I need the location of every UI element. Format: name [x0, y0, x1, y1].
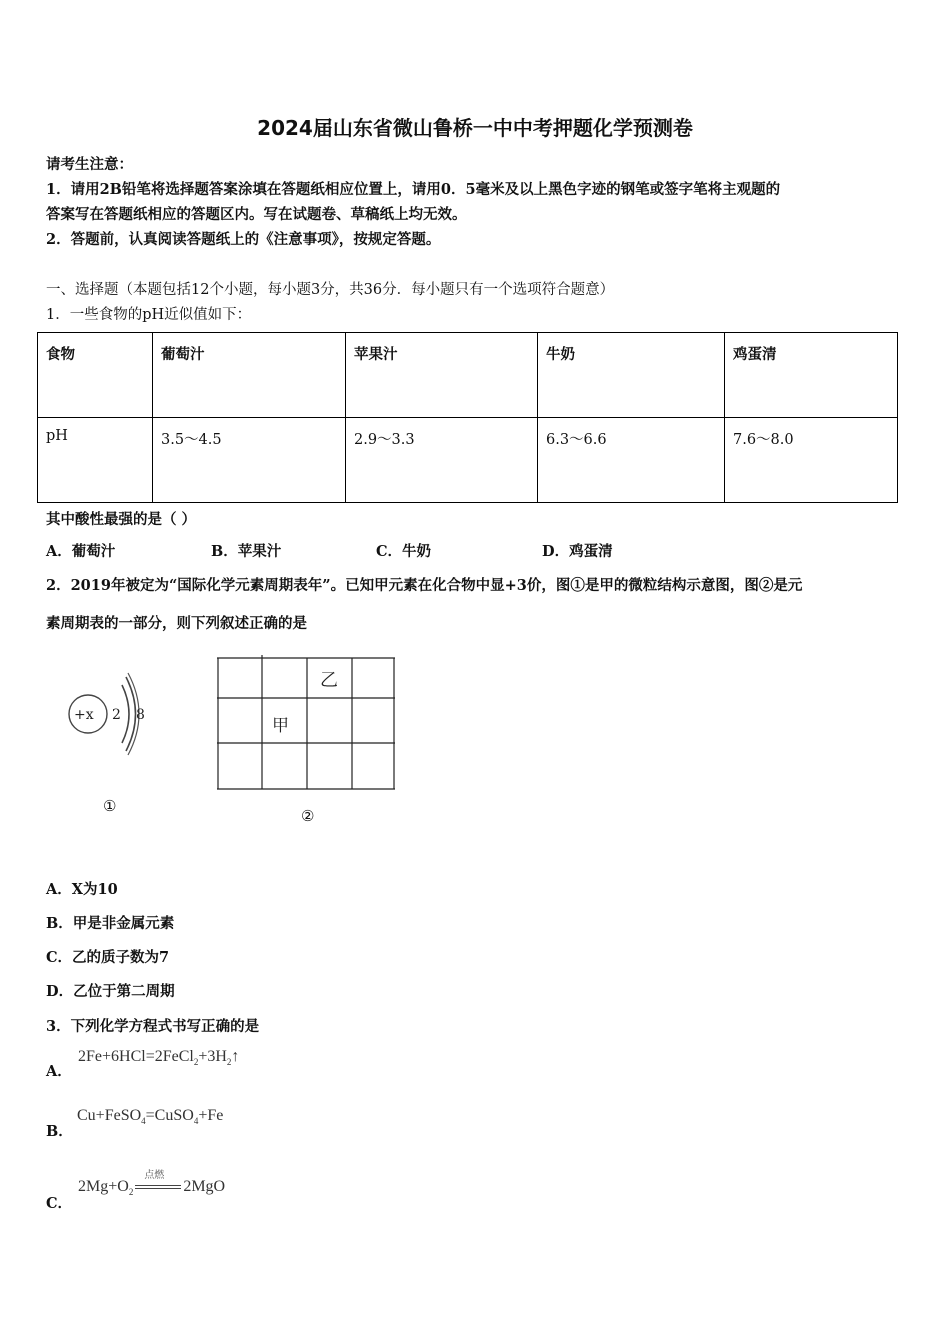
page-title: 2024届山东省微山鲁桥一中中考押题化学预测卷	[257, 116, 693, 140]
table-cell: 葡萄汁	[153, 333, 346, 418]
notice-line-1b: 答案写在答题纸相应的答题区内。写在试题卷、草稿纸上均无效。	[46, 206, 467, 223]
table-cell: 3.5～4.5	[153, 418, 346, 503]
table-cell: 苹果汁	[346, 333, 538, 418]
q1-stem: 1．一些食物的pH近似值如下：	[46, 307, 252, 323]
q2-option-a: A．X为10	[46, 881, 118, 898]
q3-option-c-label: C．	[46, 1195, 73, 1212]
q1-option-a: A．葡萄汁	[46, 543, 116, 560]
table-cell: 食物	[38, 333, 153, 418]
reaction-condition: 点燃	[144, 1170, 165, 1182]
figure-2-label: ②	[301, 807, 315, 825]
q3-option-a-label: A．	[46, 1063, 72, 1080]
q3-option-b-label: B．	[46, 1123, 73, 1140]
notice-heading: 请考生注意：	[46, 156, 133, 173]
periodic-table-fragment	[216, 655, 398, 793]
q1-option-b: B．苹果汁	[211, 543, 282, 560]
shell-1-electrons: 2	[112, 707, 121, 723]
atom-structure-diagram	[60, 665, 170, 765]
table-row	[38, 418, 898, 503]
q2-option-d: D．乙位于第二周期	[46, 983, 175, 1000]
table-header-row	[38, 333, 898, 418]
q1-question: 其中酸性最强的是（ ）	[46, 511, 197, 528]
table-cell: 鸡蛋清	[725, 333, 898, 418]
notice-line-2: 2．答题前，认真阅读答题纸上的《注意事项》，按规定答题。	[46, 231, 441, 248]
table-cell: 6.3～6.6	[538, 418, 725, 503]
table-cell: 2.9～3.3	[346, 418, 538, 503]
element-yi: 乙	[320, 670, 338, 691]
equation-b: Cu+FeSO$_4$=CuSO$_4$+Fe	[77, 1107, 224, 1127]
q1-option-c: C．牛奶	[376, 543, 432, 560]
ph-table	[37, 332, 898, 503]
q2-stem-line-1: 2．2019年被定为“国际化学元素周期表年”。已知甲元素在化合物中显+3价，图①是甲的微粒结构示意图，图②是元	[46, 577, 803, 594]
notice-line-1: 1．请用2B铅笔将选择题答案涂填在答题纸相应位置上，请用0．5毫米及以上黑色字迹的钢笔或签字笔将主观题的	[46, 181, 781, 198]
nucleus-charge: +x	[74, 707, 94, 723]
q2-stem-line-2: 素周期表的一部分，则下列叙述正确的是	[46, 615, 307, 632]
table-cell: pH	[38, 418, 153, 503]
q2-option-c: C．乙的质子数为7	[46, 949, 170, 966]
element-jia: 甲	[272, 716, 289, 736]
equation-a: $2Fe+6HCl=2FeCl_2+3H_2↑$	[78, 1048, 240, 1068]
figure-1-label: ①	[103, 797, 117, 815]
electron-shell-1-arc	[122, 685, 129, 743]
q2-option-b: B．甲是非金属元素	[46, 915, 175, 932]
table-cell: 7.6～8.0	[725, 418, 898, 503]
q3-stem: 3．下列化学方程式书写正确的是	[46, 1018, 260, 1035]
shell-2-electrons: 8	[136, 707, 145, 723]
reaction-arrow	[135, 1170, 181, 1195]
section-heading: 一、选择题（本题包括12个小题，每小题3分，共36分．每小题只有一个选项符合题意）	[46, 282, 615, 298]
equation-c: $2Mg+O_2$ 点燃 2MgO	[78, 1178, 225, 1197]
table-cell: 牛奶	[538, 333, 725, 418]
q1-option-d: D．鸡蛋清	[542, 543, 613, 560]
